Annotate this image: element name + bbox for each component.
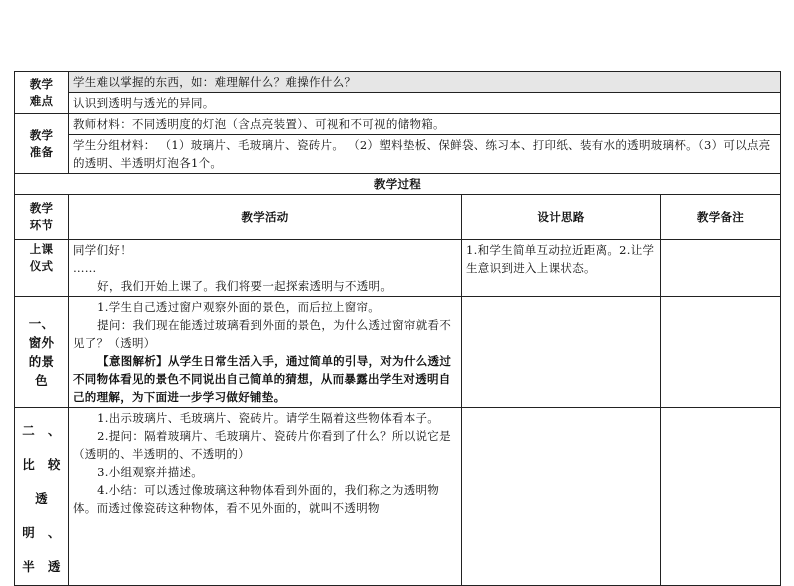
stage2-para-1: 1.学生自己透过窗户观察外面的景色，而后拉上窗帘。 — [97, 300, 381, 314]
stage3-notes — [661, 408, 781, 586]
stage1-design: 1.和学生简单互动拉近距离。2.让学生意识到进入上课状态。 — [462, 240, 661, 297]
stage2-para-3 — [73, 352, 457, 406]
stage2-design — [462, 297, 661, 408]
process-title: 教学过程 — [15, 174, 781, 195]
stage3-para-2: 2.提问：隔着玻璃片、毛玻璃片、瓷砖片你看到了什么？所以说它是（透明的、半透明的、不透明的） — [73, 429, 451, 461]
lesson-plan-table — [14, 71, 781, 586]
stage3-label: 二 、 比 较 透 明 、 半 透 — [15, 408, 69, 586]
difficulty-line-1: 学生难以掌握的东西，如：难理解什么？难操作什么？ — [69, 72, 781, 93]
stage1-line-2: …… — [73, 261, 97, 275]
stage1-label: 上课 仪式 — [15, 240, 69, 297]
header-activity: 教学活动 — [69, 195, 462, 240]
header-notes: 教学备注 — [661, 195, 781, 240]
prep-teacher-materials: 教师材料：不同透明度的灯泡（含点亮装置）、可视和不可视的储物箱。 — [69, 114, 781, 135]
stage3-para-1: 1.出示玻璃片、毛玻璃片、瓷砖片。请学生隔着这些物体看本子。 — [97, 411, 440, 425]
lesson-plan-document — [14, 71, 780, 586]
difficulty-line-2: 认识到透明与透光的异同。 — [69, 93, 781, 114]
header-design: 设计思路 — [462, 195, 661, 240]
intent-analysis-heading: 【意图解析】 — [97, 354, 168, 368]
intent-analysis-text: 从学生日常生活入手，通过简单的引导，对为什么透过不同物体看见的景色不同说出自己简单的猜想，从而暴露出学生对透明自己的理解，为下面进一步学习做好铺垫。 — [73, 354, 452, 404]
prep-label: 教学 准备 — [15, 114, 69, 174]
stage1-activity — [69, 240, 462, 297]
stage2-notes — [661, 297, 781, 408]
header-stage: 教学 环节 — [15, 195, 69, 240]
stage3-design — [462, 408, 661, 586]
stage3-para-4: 4.小结：可以透过像玻璃这种物体看到外面的，我们称之为透明物体。而透过像瓷砖这种物体，看不见外面的，就叫不透明物 — [73, 483, 440, 515]
prep-student-materials: 学生分组材料： （1）玻璃片、毛玻璃片、瓷砖片。 （2）塑料垫板、保鲜袋、练习本、打印纸、装有水的透明玻璃杯。（3）可以点亮的透明、半透明灯泡各1个。 — [69, 135, 781, 174]
stage3-activity — [69, 408, 462, 586]
stage1-line-3: 好，我们开始上课了。我们将要一起探索透明与不透明。 — [97, 279, 393, 293]
stage1-line-1: 同学们好！ — [73, 243, 132, 257]
stage2-activity — [69, 297, 462, 408]
stage3-para-3: 3.小组观察并描述。 — [97, 465, 204, 479]
difficulty-label: 教学 难点 — [15, 72, 69, 114]
stage1-notes — [661, 240, 781, 297]
stage2-label: 一、 窗外 的景 色 — [15, 297, 69, 408]
stage2-para-2: 提问：我们现在能透过玻璃看到外面的景色，为什么透过窗帘就看不见了？（透明） — [73, 318, 452, 350]
